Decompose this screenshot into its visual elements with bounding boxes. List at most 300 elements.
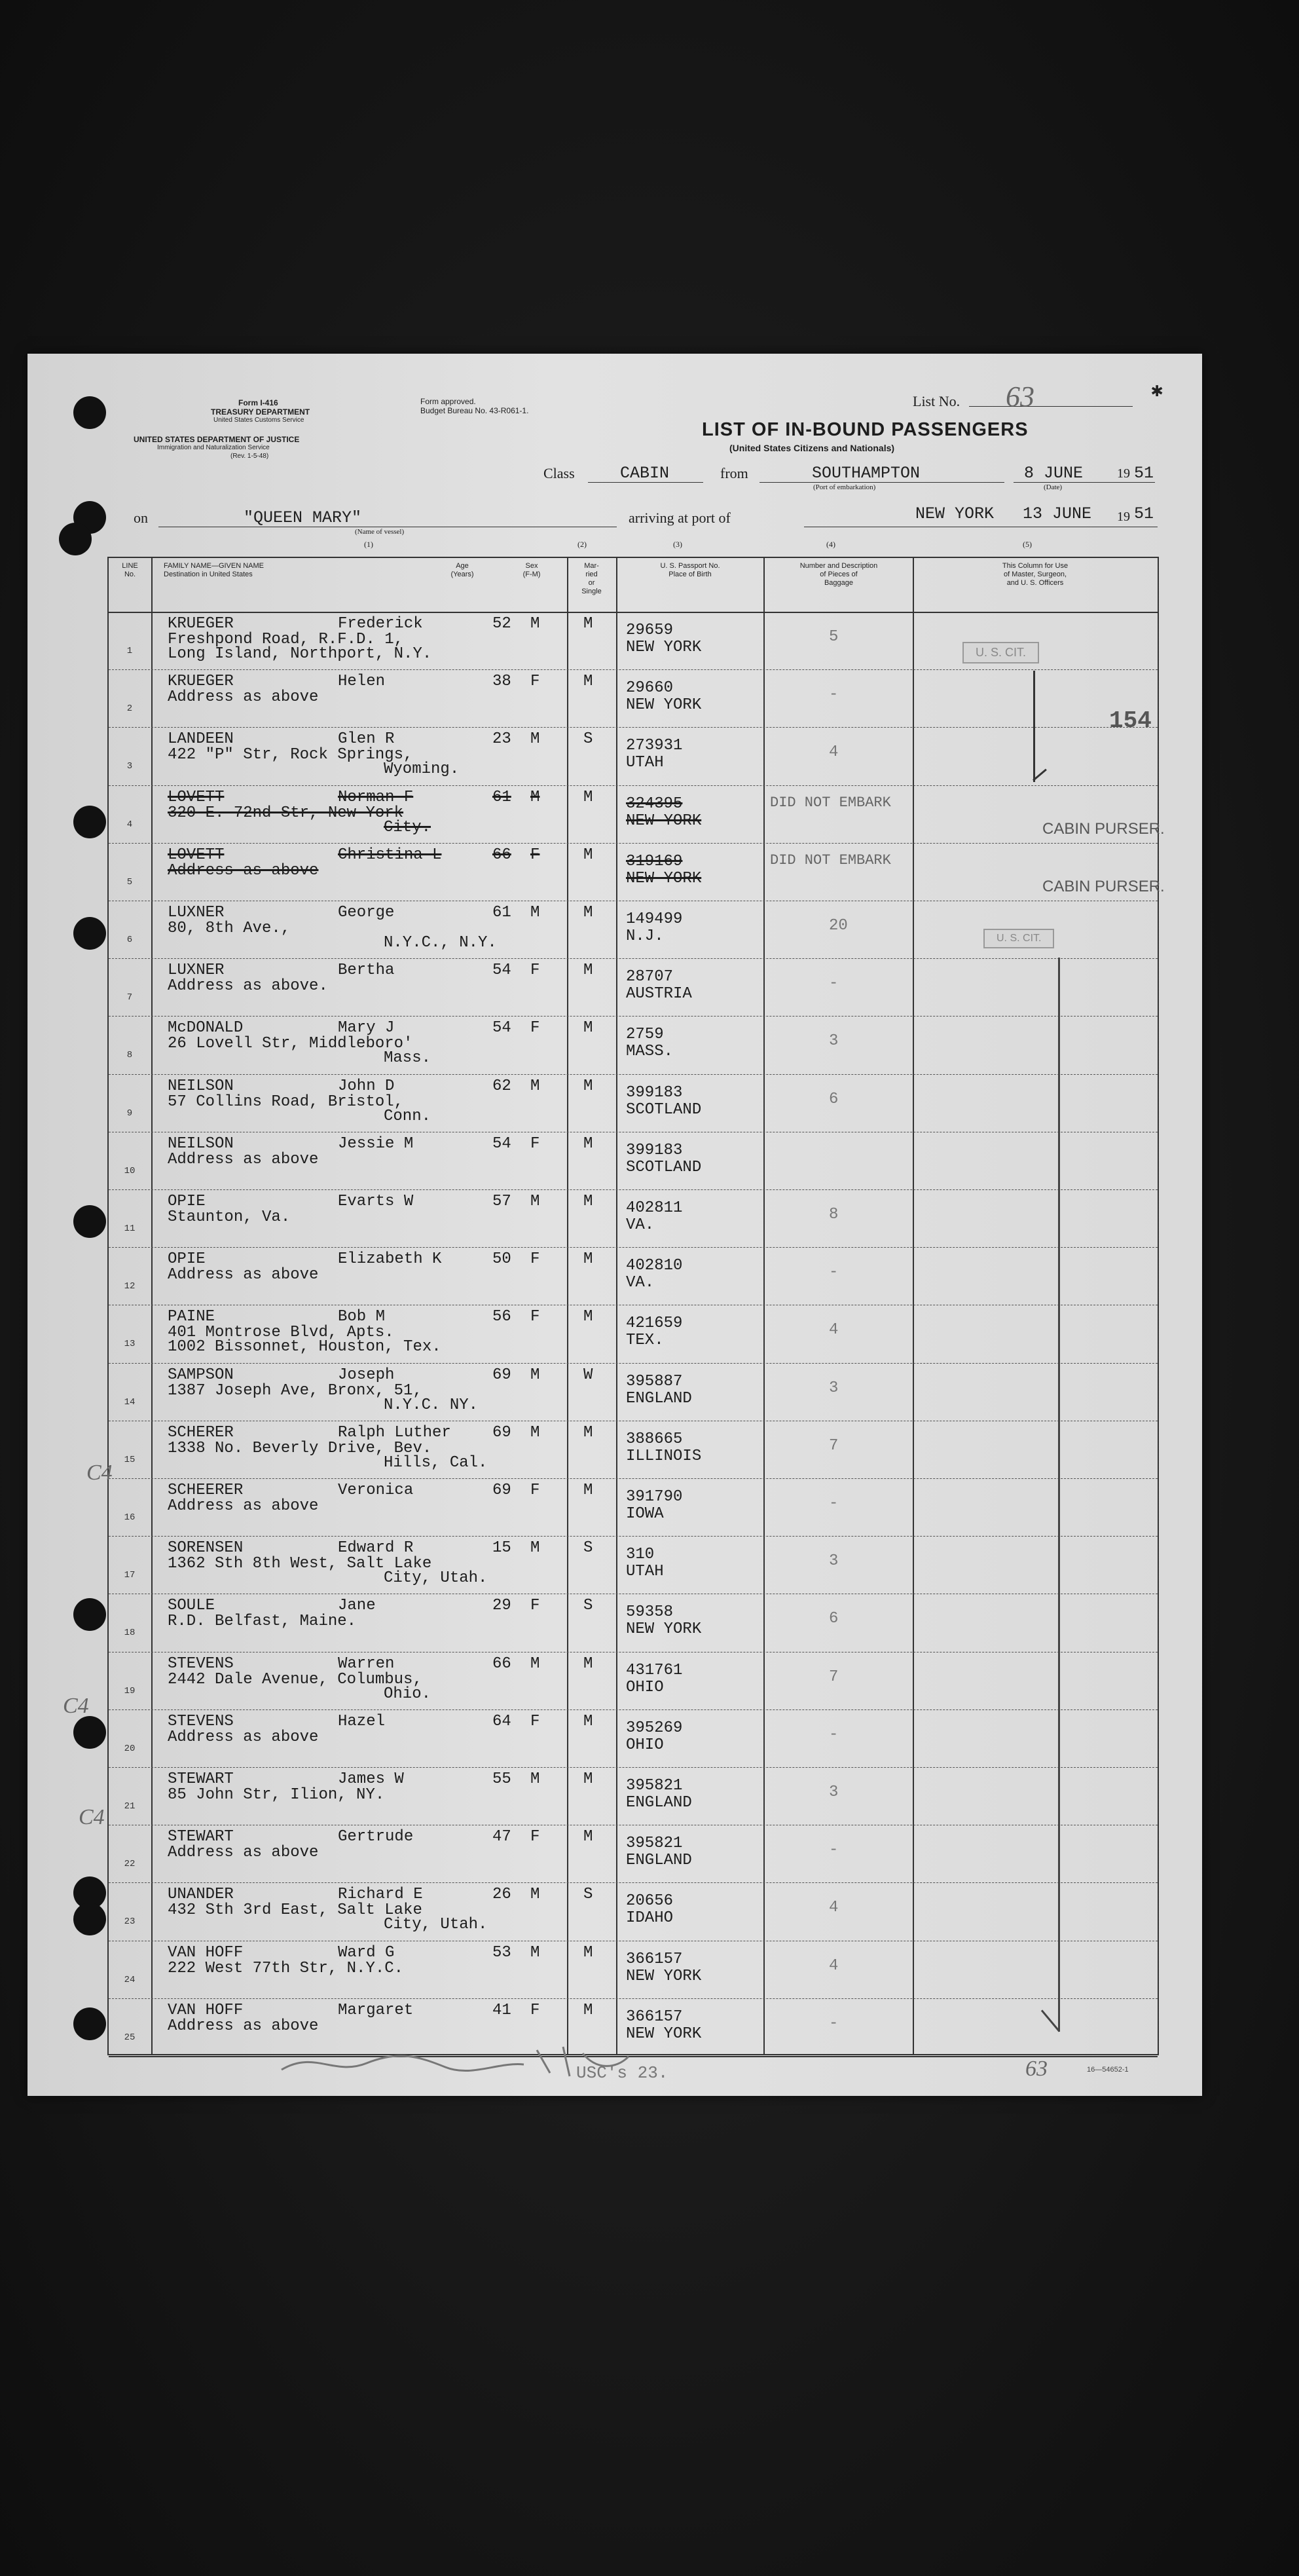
place-of-birth: AUSTRIA (626, 985, 692, 1003)
baggage-count: 4 (829, 1956, 839, 1975)
row-divider (109, 1767, 1158, 1768)
destination-address: 401 Montrose Blvd, Apts. (168, 1324, 394, 1342)
given-name: James W (338, 1770, 404, 1788)
sex: F (530, 1250, 540, 1269)
place-of-birth: VA. (626, 1216, 655, 1234)
marital-status: M (583, 615, 593, 633)
age: 41 (492, 2001, 511, 2019)
marital-status: W (583, 1366, 593, 1384)
marital-status: M (583, 846, 593, 864)
row-divider (109, 612, 1158, 613)
footer-mark: 63 (1025, 2057, 1048, 2081)
passport-number: 273931 (626, 737, 683, 755)
baggage-count: - (829, 975, 839, 993)
passport-number: 391790 (626, 1488, 683, 1506)
destination-address: Address as above (168, 861, 319, 880)
line-number: 23 (124, 1916, 136, 1928)
age: 15 (492, 1539, 511, 1558)
place-of-birth: UTAH (626, 754, 664, 772)
age: 26 (492, 1886, 511, 1904)
given-name: George (338, 904, 395, 922)
col-header-age: Age (Years) (450, 562, 474, 578)
family-name: SCHERER (168, 1423, 234, 1442)
baggage-count: 4 (829, 1321, 839, 1339)
sex: F (530, 1828, 540, 1846)
place-of-birth: OHIO (626, 1678, 664, 1696)
sex: F (530, 1019, 540, 1037)
passport-number: 20656 (626, 1892, 674, 1911)
marital-status: S (583, 1597, 593, 1615)
given-name: Norman F (338, 788, 414, 806)
place-of-birth: N.J. (626, 927, 664, 945)
treasury-label: TREASURY DEPARTMENT (211, 407, 310, 417)
baggage-count: 4 (829, 1899, 839, 1917)
baggage-count: 7 (829, 1436, 839, 1455)
age: 50 (492, 1250, 511, 1269)
row-divider (109, 1998, 1158, 1999)
age: 69 (492, 1482, 511, 1499)
col-header-baggage: Number and Description of Pieces of Baggage (799, 562, 878, 587)
line-number: 16 (124, 1512, 136, 1523)
passport-number: 395821 (626, 1777, 683, 1795)
form-number: Form I-416 (238, 398, 278, 407)
passport-number: 29659 (626, 622, 674, 639)
baggage-count: - (829, 1841, 839, 1859)
passport-number: 366157 (626, 2007, 683, 2026)
family-name: NEILSON (168, 1077, 234, 1095)
baggage-count: 7 (829, 1668, 839, 1686)
place-of-birth: NEW YORK (626, 812, 702, 830)
destination-address: City, Utah. (384, 1916, 488, 1934)
family-name: LUXNER (168, 904, 225, 922)
given-name: Joseph (338, 1366, 395, 1384)
place-of-birth: NEW YORK (626, 869, 702, 887)
sex: F (530, 961, 540, 980)
marital-status: M (583, 1250, 593, 1269)
line-number: 13 (124, 1339, 136, 1350)
col-header-passport: U. S. Passport No. Place of Birth (660, 562, 720, 578)
age: 61 (492, 788, 511, 806)
list-no-label: List No. (913, 393, 961, 409)
destination-address: 2442 Dale Avenue, Columbus, (168, 1670, 422, 1689)
baggage-count: 8 (829, 1206, 839, 1223)
place-of-birth: OHIO (626, 1736, 664, 1754)
family-name: SORENSEN (168, 1539, 244, 1558)
baggage-count: 5 (829, 628, 839, 646)
given-name: Margaret (338, 2001, 414, 2019)
given-name: Gertrude (338, 1828, 414, 1846)
family-name: LANDEEN (168, 730, 234, 749)
punch-hole (73, 806, 106, 838)
family-name: LOVETT (168, 846, 225, 864)
colnum-5: (5) (1023, 540, 1032, 549)
family-name: STEWART (168, 1828, 234, 1846)
punch-hole (73, 1903, 106, 1935)
age: 38 (492, 673, 511, 691)
baggage-count: DID NOT EMBARK (770, 851, 891, 868)
arrival-port: NEW YORK (915, 504, 995, 523)
age: 23 (492, 730, 511, 749)
age: 66 (492, 846, 511, 864)
passport-number: 399183 (626, 1141, 683, 1159)
given-name: John D (338, 1077, 395, 1095)
age: 69 (492, 1423, 511, 1442)
marital-status: M (583, 1943, 593, 1962)
family-name: NEILSON (168, 1134, 234, 1153)
family-name: VAN HOFF (168, 2001, 244, 2019)
family-name: LOVETT (168, 788, 225, 806)
line-number: 21 (124, 1801, 136, 1812)
baggage-count: 3 (829, 1783, 839, 1801)
place-of-birth: NEW YORK (626, 2025, 702, 2043)
row-divider (109, 785, 1158, 786)
passport-number: 395887 (626, 1372, 683, 1391)
row-divider (109, 1709, 1158, 1710)
given-name: Ward G (338, 1943, 395, 1962)
col-header-name: FAMILY NAME—GIVEN NAME Destination in United States (164, 562, 265, 578)
passport-number: 395269 (626, 1719, 683, 1737)
marital-status: M (583, 2001, 593, 2019)
col-header-line: LINE No. (122, 562, 138, 578)
sex: F (530, 2001, 540, 2019)
age: 54 (492, 961, 511, 980)
margin-note-c4: C4 (86, 1461, 113, 1485)
marital-status: M (583, 788, 593, 806)
line-number: 4 (126, 819, 133, 830)
marital-status: S (583, 1539, 593, 1558)
destination-address: 432 Sth 3rd East, Salt Lake (168, 1901, 422, 1920)
destination-address: Address as above (168, 1266, 319, 1284)
cabin-purser-note-2: CABIN PURSER. (1042, 878, 1165, 895)
punch-hole (73, 1716, 106, 1749)
baggage-count: 20 (829, 917, 848, 935)
destination-address: R.D. Belfast, Maine. (168, 1613, 357, 1631)
punch-hole (73, 2007, 106, 2040)
marital-status: M (583, 904, 593, 922)
line-number: 3 (126, 761, 133, 772)
row-divider (109, 1363, 1158, 1364)
given-name: Jessie M (338, 1134, 414, 1153)
destination-address: Ohio. (384, 1685, 431, 1703)
family-name: SCHEERER (168, 1482, 244, 1499)
embark-year-prefix: 19 (1117, 466, 1130, 481)
destination-address: 26 Lovell Str, Middleboro' (168, 1035, 413, 1053)
punch-hole (73, 1598, 106, 1631)
line-number: 8 (126, 1050, 133, 1061)
family-name: STEWART (168, 1770, 234, 1788)
line-number: 19 (124, 1685, 136, 1696)
marital-status: M (583, 1077, 593, 1095)
sex: M (530, 1886, 540, 1904)
marital-status: M (583, 1134, 593, 1153)
line-number: 9 (126, 1108, 133, 1119)
us-cit-stamp: U. S. CIT. (962, 642, 1039, 663)
place-of-birth: ENGLAND (626, 1389, 692, 1408)
line-number: 14 (124, 1396, 136, 1408)
row-divider (109, 727, 1158, 728)
corner-mark: ✱ (1151, 381, 1163, 403)
age: 54 (492, 1134, 511, 1153)
destination-address: Conn. (384, 1107, 431, 1125)
row-divider (109, 1882, 1158, 1883)
age: 64 (492, 1712, 511, 1730)
sex: F (530, 1308, 540, 1326)
row-divider (109, 1247, 1158, 1248)
sex: M (530, 1943, 540, 1962)
destination-address: Wyoming. (384, 760, 460, 779)
baggage-count: - (829, 1263, 839, 1282)
age: 55 (492, 1770, 511, 1788)
passport-number: 59358 (626, 1603, 674, 1622)
place-of-birth: NEW YORK (626, 696, 702, 715)
colnum-4: (4) (826, 540, 835, 549)
margin-note-c4: C4 (63, 1694, 89, 1718)
passport-number: 399183 (626, 1083, 683, 1102)
age: 54 (492, 1019, 511, 1037)
passport-number: 149499 (626, 910, 683, 928)
line-number: 5 (126, 876, 133, 887)
sex: M (530, 1193, 540, 1210)
given-name: Evarts W (338, 1193, 414, 1210)
marital-status: S (583, 730, 593, 749)
embark-port-caption: (Port of embarkation) (813, 483, 876, 491)
immigration-label: Immigration and Naturalization Service (157, 444, 270, 451)
row-divider (109, 1536, 1158, 1537)
family-name: KRUEGER (168, 615, 234, 633)
destination-address: Address as above. (168, 977, 328, 996)
destination-address: 422 "P" Str, Rock Springs, (168, 746, 413, 764)
embark-date-value: 8 JUNE (1024, 464, 1084, 483)
line-number: 2 (126, 703, 133, 715)
page-subtitle: (United States Citizens and Nationals) (729, 443, 895, 453)
destination-address: N.Y.C. NY. (384, 1396, 479, 1414)
line-number: 11 (124, 1223, 136, 1234)
marital-status: M (583, 1712, 593, 1730)
given-name: Frederick (338, 615, 423, 633)
marital-status: M (583, 1654, 593, 1673)
sex: M (530, 1770, 540, 1788)
col-header-married: Mar- ried or Single (581, 562, 602, 595)
line-number: 20 (124, 1743, 136, 1754)
given-name: Bob M (338, 1308, 386, 1326)
sex: F (530, 673, 540, 691)
vessel-name: "QUEEN MARY" (244, 508, 362, 527)
row-divider (109, 1189, 1158, 1190)
col-header-officers: This Column for Use of Master, Surgeon, and U. S. Officers (1002, 562, 1069, 587)
row-divider (109, 1478, 1158, 1479)
line-number: 25 (124, 2032, 136, 2043)
place-of-birth: MASS. (626, 1043, 674, 1061)
family-name: SAMPSON (168, 1366, 234, 1384)
marital-status: M (583, 1828, 593, 1846)
from-label: from (720, 465, 748, 481)
embark-year: 51 (1134, 464, 1154, 483)
destination-address: Mass. (384, 1049, 431, 1068)
place-of-birth: ENGLAND (626, 1794, 692, 1812)
passport-number: 2759 (626, 1026, 664, 1044)
sex: M (530, 730, 540, 749)
line-number: 6 (126, 935, 133, 945)
family-name: KRUEGER (168, 673, 234, 691)
given-name: Ralph Luther (338, 1423, 451, 1442)
age: 29 (492, 1597, 511, 1615)
colnum-2: (2) (577, 540, 587, 549)
baggage-count: 3 (829, 1032, 839, 1051)
margin-note-c4: C4 (79, 1805, 105, 1829)
passport-number: 388665 (626, 1430, 683, 1448)
destination-address: Staunton, Va. (168, 1208, 291, 1226)
line-number: 18 (124, 1628, 136, 1639)
marital-status: M (583, 961, 593, 980)
row-divider (109, 843, 1158, 844)
passenger-table (107, 557, 1165, 2055)
place-of-birth: ENGLAND (626, 1852, 692, 1870)
place-of-birth: UTAH (626, 1563, 664, 1581)
class-value: CABIN (620, 464, 670, 483)
count-mark: 154 (1109, 707, 1152, 734)
age: 62 (492, 1077, 511, 1095)
marital-status: M (583, 673, 593, 691)
arrival-year-prefix: 19 (1117, 510, 1130, 524)
passport-number: 402810 (626, 1257, 683, 1275)
revision-label: (Rev. 1-5-48) (230, 453, 269, 460)
punch-hole (73, 917, 106, 950)
given-name: Elizabeth K (338, 1250, 442, 1269)
col-header-sex: Sex (F-M) (522, 562, 541, 578)
destination-address: N.Y.C., N.Y. (384, 934, 497, 952)
destination-address: 1362 Sth 8th West, Salt Lake (168, 1555, 432, 1573)
row-divider (109, 1074, 1158, 1075)
place-of-birth: VA. (626, 1274, 655, 1292)
place-of-birth: IDAHO (626, 1909, 674, 1928)
family-name: SOULE (168, 1597, 215, 1615)
passport-number: 28707 (626, 968, 674, 986)
place-of-birth: ILLINOIS (626, 1447, 702, 1465)
us-cit-stamp: U. S. CIT. (983, 929, 1054, 948)
destination-address: 80, 8th Ave., (168, 920, 291, 937)
sex: M (530, 1423, 540, 1442)
embark-port-value: SOUTHAMPTON (812, 464, 921, 483)
baggage-count: 6 (829, 1610, 839, 1628)
baggage-count: 4 (829, 743, 839, 762)
sex: M (530, 1539, 540, 1558)
given-name: Helen (338, 673, 386, 691)
baggage-count: - (829, 1495, 839, 1512)
age: 57 (492, 1193, 511, 1210)
baggage-count: 6 (829, 1090, 839, 1108)
row-divider (109, 1016, 1158, 1017)
justice-label: UNITED STATES DEPARTMENT OF JUSTICE (134, 435, 300, 444)
marital-status: M (583, 1770, 593, 1788)
age: 69 (492, 1366, 511, 1384)
given-name: Glen R (338, 730, 395, 749)
family-name: LUXNER (168, 961, 225, 980)
line-number: 10 (124, 1165, 136, 1176)
sex: M (530, 1077, 540, 1095)
baggage-count: 3 (829, 1552, 839, 1571)
given-name: Jane (338, 1597, 376, 1615)
destination-address: 85 John Str, Ilion, NY. (168, 1786, 385, 1804)
destination-address: Address as above (168, 1150, 319, 1168)
budget-bureau: Budget Bureau No. 43-R061-1. (420, 406, 529, 415)
arrival-year: 51 (1134, 504, 1154, 523)
destination-address: Address as above (168, 688, 319, 707)
marital-status: M (583, 1482, 593, 1499)
passport-number: 324395 (626, 794, 683, 813)
destination-address: 1338 No. Beverly Drive, Bev. (168, 1439, 432, 1457)
baggage-count: - (829, 1725, 839, 1744)
destination-address: Hills, Cal. (384, 1453, 488, 1472)
given-name: Bertha (338, 961, 395, 980)
given-name: Hazel (338, 1712, 386, 1730)
age: 61 (492, 904, 511, 922)
passport-number: 421659 (626, 1315, 683, 1333)
line-number: 12 (124, 1281, 136, 1292)
punch-hole (73, 396, 106, 429)
passport-number: 319169 (626, 852, 683, 870)
page-title: LIST OF IN-BOUND PASSENGERS (702, 419, 1029, 440)
given-name: Christina L (338, 846, 442, 864)
class-label: Class (543, 465, 575, 481)
sex: F (530, 1597, 540, 1615)
passport-number: 395821 (626, 1835, 683, 1853)
destination-address: Address as above (168, 1844, 319, 1862)
sex: F (530, 1482, 540, 1499)
destination-address: 1002 Bissonnet, Houston, Tex. (168, 1338, 441, 1356)
line-number: 1 (126, 646, 133, 656)
marital-status: M (583, 1423, 593, 1442)
sex: F (530, 846, 540, 864)
line-number: 7 (126, 992, 133, 1003)
passport-number: 366157 (626, 1950, 683, 1968)
place-of-birth: NEW YORK (626, 639, 702, 656)
age: 47 (492, 1828, 511, 1846)
sex: M (530, 1366, 540, 1384)
cabin-purser-note-1: CABIN PURSER. (1042, 820, 1165, 838)
vessel-caption: (Name of vessel) (355, 528, 405, 536)
place-of-birth: TEX. (626, 1332, 664, 1350)
footer-code: 16—54652-1 (1087, 2066, 1129, 2074)
marital-status: M (583, 1019, 593, 1037)
punch-hole (73, 1205, 106, 1238)
destination-address: 320 E. 72nd Str, New York (168, 804, 404, 822)
place-of-birth: SCOTLAND (626, 1100, 702, 1119)
destination-address: Freshpond Road, R.F.D. 1, (168, 631, 404, 648)
given-name: Warren (338, 1654, 395, 1673)
family-name: McDONALD (168, 1019, 244, 1037)
sex: M (530, 788, 540, 806)
form-approved: Form approved. (420, 397, 476, 406)
handwritten-signature (275, 2044, 642, 2083)
destination-address: 1387 Joseph Ave, Bronx, 51, (168, 1381, 422, 1400)
line-number: 17 (124, 1570, 136, 1581)
sex: M (530, 1654, 540, 1673)
list-no-value: 63 (1006, 381, 1034, 413)
family-name: STEVENS (168, 1712, 234, 1730)
age: 53 (492, 1943, 511, 1962)
destination-address: Address as above (168, 1728, 319, 1746)
age: 56 (492, 1308, 511, 1326)
embark-date-caption: (Date) (1044, 483, 1063, 491)
marital-status: M (583, 1193, 593, 1210)
given-name: Mary J (338, 1019, 395, 1037)
given-name: Edward R (338, 1539, 414, 1558)
line-number: 15 (124, 1454, 136, 1465)
place-of-birth: NEW YORK (626, 1620, 702, 1639)
family-name: PAINE (168, 1308, 215, 1326)
age: 66 (492, 1654, 511, 1673)
marital-status: S (583, 1886, 593, 1904)
